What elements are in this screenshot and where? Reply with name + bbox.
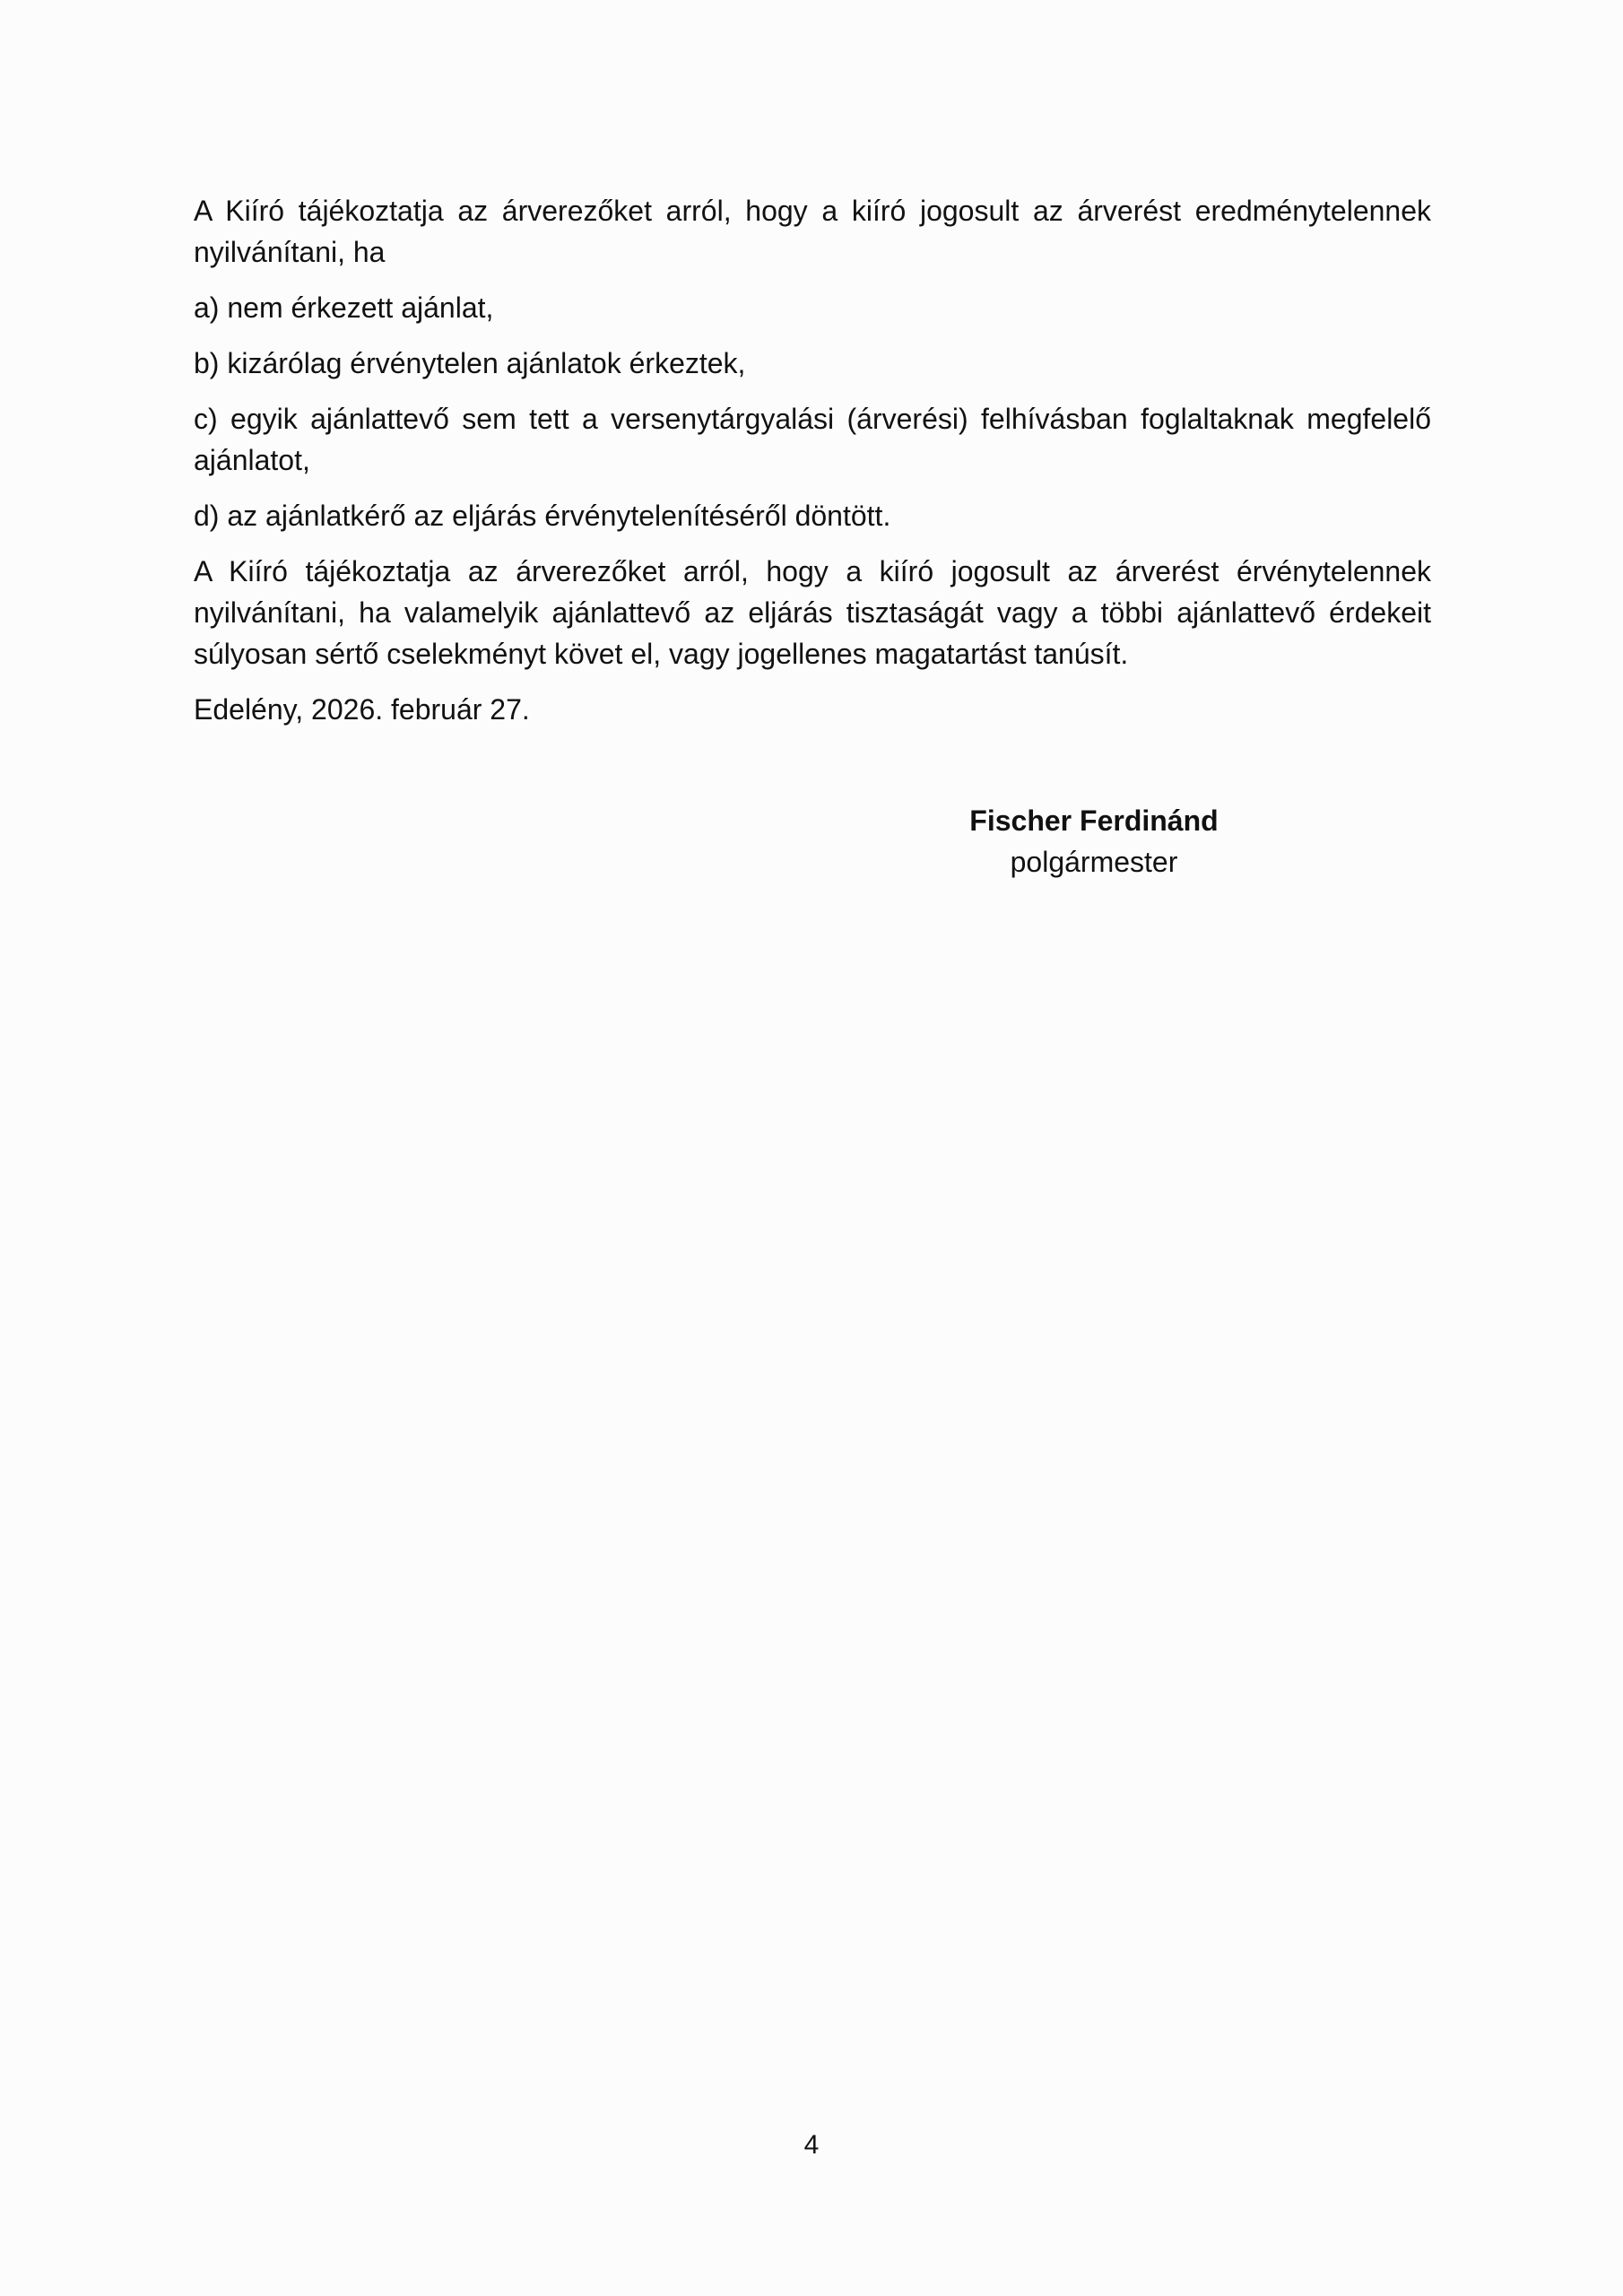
list-item-b: b) kizárólag érvénytelen ajánlatok érkeztek, (194, 347, 746, 379)
document-body (194, 190, 1431, 744)
paragraph-intro-unsuccessful: A Kiíró tájékoztatja az árverezőket arról, hogy a kiíró jogosult az árverést eredménytelennek nyilvánítani, ha (194, 195, 1431, 268)
signature-block (933, 800, 1255, 883)
list-item-a: a) nem érkezett ajánlat, (194, 291, 494, 324)
page-number: 4 (803, 2130, 820, 2160)
list-item-c: c) egyik ajánlattevő sem tett a versenytárgyalási (árverési) felhívásban foglaltaknak megfelelő ajánlatot, (194, 403, 1431, 476)
place-date: Edelény, 2026. február 27. (194, 693, 530, 726)
list-item-d: d) az ajánlatkérő az eljárás érvénytelenítéséről döntött. (194, 500, 891, 532)
signatory-name: Fischer Ferdinánd (969, 804, 1219, 837)
signatory-title: polgármester (1010, 846, 1178, 878)
paragraph-invalid: A Kiíró tájékoztatja az árverezőket arról, hogy a kiíró jogosult az árverést érvénytelennek nyilvánítani, ha valamelyik ajánlattevő az eljárás tisztaságát vagy a többi ajánlattevő érdekeit súlyosan sértő cselekményt követ el, vagy jogellenes magatartást tanúsít. (194, 555, 1431, 670)
